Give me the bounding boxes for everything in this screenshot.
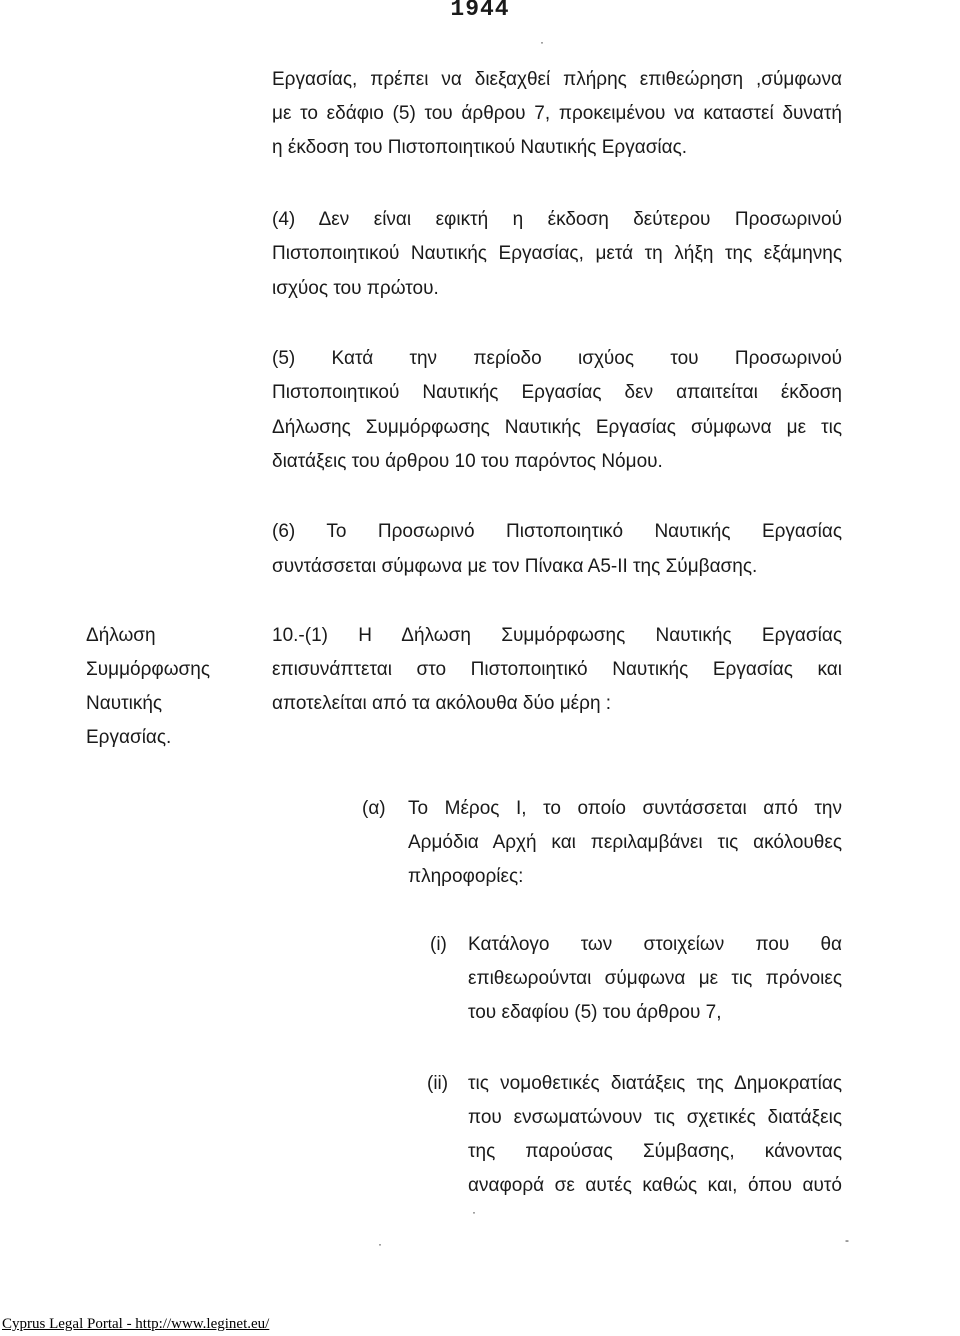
text-line: Πιστοποιητικού Ναυτικής Εργασίας δεν απαιτείται έκδοση xyxy=(272,382,842,403)
margin-note-line: Δήλωση xyxy=(86,625,156,646)
text-line: που ενσωματώνουν τις σχετικές διατάξεις xyxy=(468,1107,842,1128)
text-line: η έκδοση του Πιστοποιητικού Ναυτικής Εργασίας. xyxy=(272,137,688,158)
item-marker: (α) xyxy=(362,798,386,819)
text-line: Εργασίας, πρέπει να διεξαχθεί πλήρης επιθεώρηση ,σύμφωνα xyxy=(272,69,842,90)
text-line: αναφορά σε αυτές καθώς και, όπου αυτό xyxy=(468,1175,842,1196)
text-line: Αρμόδια Αρχή και περιλαμβάνει τις ακόλουθες xyxy=(408,832,842,853)
text-line: ισχύος του πρώτου. xyxy=(272,278,439,299)
text-line: του εδαφίου (5) του άρθρου 7, xyxy=(468,1002,722,1023)
item-marker: (i) xyxy=(430,934,447,955)
margin-note-line: Εργασίας. xyxy=(86,727,172,748)
scan-speck: · xyxy=(540,35,544,49)
scan-speck: - xyxy=(845,1233,849,1247)
scan-speck: · xyxy=(472,1205,476,1219)
text-line: συντάσσεται σύμφωνα με τον Πίνακα Α5-ΙΙ της Σύμβασης. xyxy=(272,556,758,577)
text-line: Δήλωσης Συμμόρφωσης Ναυτικής Εργασίας σύμφωνα με τις xyxy=(272,417,842,438)
scan-speck: · xyxy=(378,1237,382,1251)
text-line: με το εδάφιο (5) του άρθρου 7, προκειμένου να καταστεί δυνατή xyxy=(272,103,842,124)
text-line: πληροφορίες: xyxy=(408,866,524,887)
text-line: διατάξεις του άρθρου 10 του παρόντος Νόμου. xyxy=(272,451,663,472)
text-line: (4) Δεν είναι εφικτή η έκδοση δεύτερου Προσωρινού xyxy=(272,209,842,230)
page-number: 1944 xyxy=(450,0,510,22)
text-line: της παρούσας Σύμβασης, κάνοντας xyxy=(468,1141,842,1162)
text-line: αποτελείται από τα ακόλουθα δύο μέρη : xyxy=(272,693,612,714)
section-heading-line: 10.-(1) Η Δήλωση Συμμόρφωσης Ναυτικής Εργασίας xyxy=(272,625,842,646)
item-marker: (ii) xyxy=(427,1073,449,1094)
text-line: επιθεωρούνται σύμφωνα με τις πρόνοιες xyxy=(468,968,842,989)
text-line: Πιστοποιητικού Ναυτικής Εργασίας, μετά τη λήξη της εξάμηνης xyxy=(272,243,842,264)
text-line: επισυνάπτεται στο Πιστοποιητικό Ναυτικής Εργασίας και xyxy=(272,659,842,680)
text-line: (6) Το Προσωρινό Πιστοποιητικό Ναυτικής Εργασίας xyxy=(272,521,842,542)
margin-note-line: Ναυτικής xyxy=(86,693,163,714)
margin-note xyxy=(86,624,246,760)
text-line: (5) Κατά την περίοδο ισχύος του Προσωρινού xyxy=(272,348,842,369)
margin-note-line: Συμμόρφωσης xyxy=(86,659,211,680)
text-line: τις νομοθετικές διατάξεις της Δημοκρατίας xyxy=(468,1073,842,1094)
text-line: Το Μέρος Ι, το οποίο συντάσσεται από την xyxy=(408,798,842,819)
text-line: Κατάλογο των στοιχείων που θα xyxy=(468,934,842,955)
footer-source-link[interactable]: Cyprus Legal Portal - http://www.leginet.eu/ xyxy=(2,1316,270,1332)
